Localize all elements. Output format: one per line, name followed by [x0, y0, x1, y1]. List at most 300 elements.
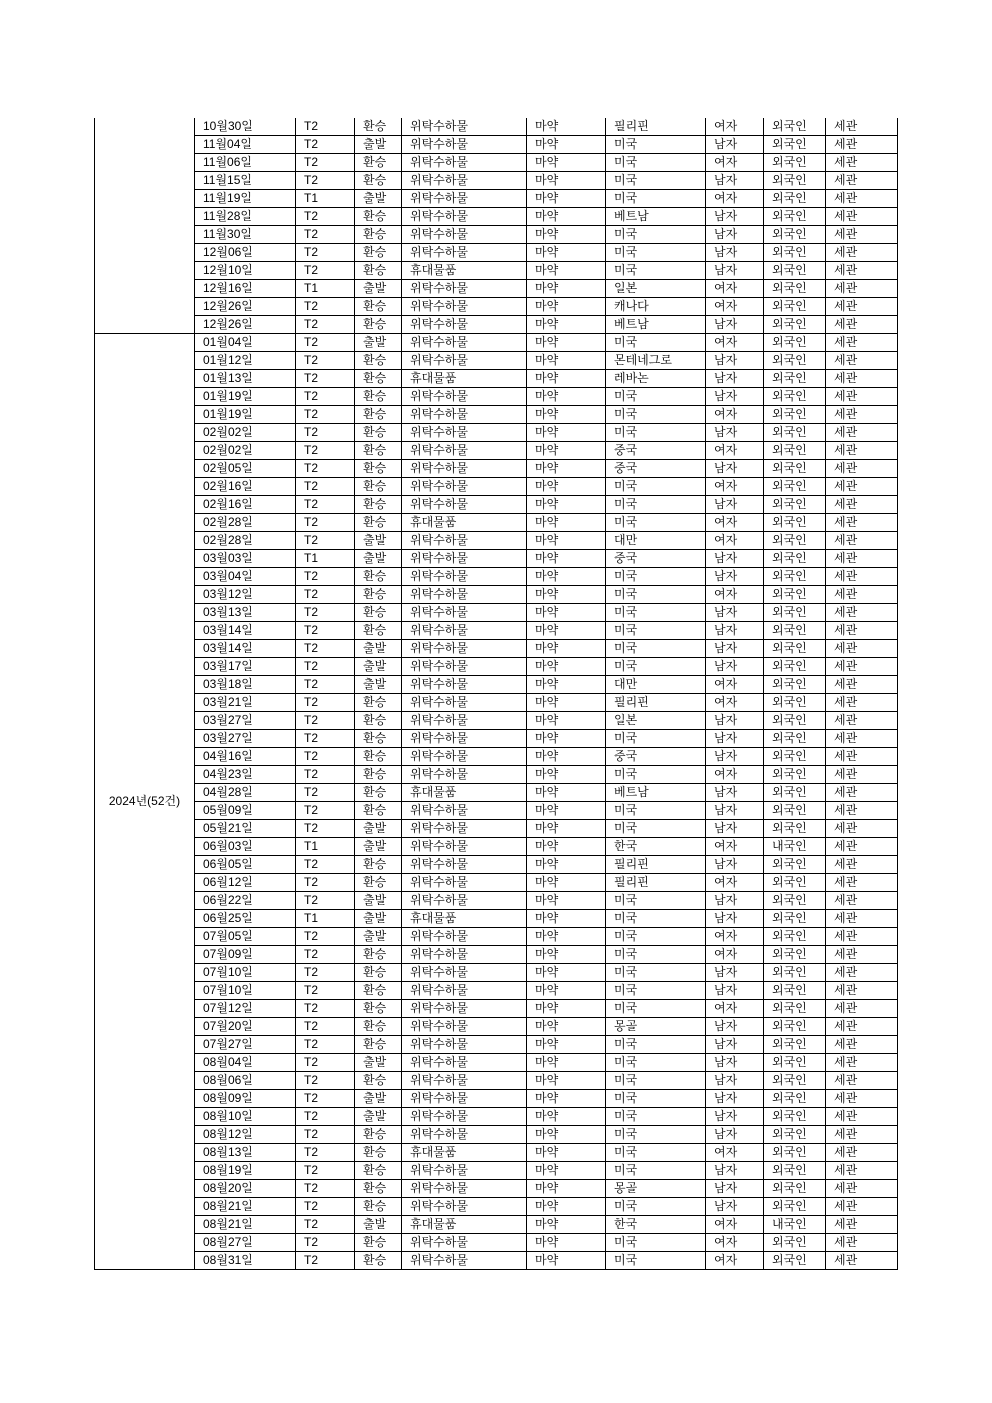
gender-cell: 여자: [706, 874, 764, 892]
item-type-cell: 위탁수하물: [402, 460, 527, 478]
seizure-type-cell: 마약: [527, 532, 606, 550]
item-type-cell: 위탁수하물: [402, 712, 527, 730]
date-cell: 11월15일: [195, 172, 296, 190]
date-cell: 08월21일: [195, 1216, 296, 1234]
nationality-cell: 중국: [606, 460, 706, 478]
nationality-cell: 미국: [606, 586, 706, 604]
date-cell: 02월28일: [195, 514, 296, 532]
agency-cell: 세관: [826, 856, 898, 874]
agency-cell: 세관: [826, 226, 898, 244]
table-row: [95, 1216, 898, 1234]
agency-cell: 세관: [826, 280, 898, 298]
table-row: [95, 370, 898, 388]
citizenship-cell: 외국인: [764, 514, 826, 532]
date-cell: 01월13일: [195, 370, 296, 388]
terminal-cell: T2: [296, 1234, 355, 1252]
table-row: [95, 856, 898, 874]
item-type-cell: 위탁수하물: [402, 946, 527, 964]
agency-cell: 세관: [826, 1090, 898, 1108]
gender-cell: 남자: [706, 1108, 764, 1126]
passenger-type-cell: 출발: [355, 1054, 402, 1072]
date-cell: 03월04일: [195, 568, 296, 586]
nationality-cell: 미국: [606, 1234, 706, 1252]
gender-cell: 남자: [706, 1018, 764, 1036]
citizenship-cell: 외국인: [764, 1090, 826, 1108]
passenger-type-cell: 환승: [355, 262, 402, 280]
table-row: [95, 802, 898, 820]
nationality-cell: 미국: [606, 1108, 706, 1126]
gender-cell: 남자: [706, 622, 764, 640]
citizenship-cell: 외국인: [764, 352, 826, 370]
passenger-type-cell: 환승: [355, 694, 402, 712]
terminal-cell: T2: [296, 1090, 355, 1108]
agency-cell: 세관: [826, 118, 898, 136]
nationality-cell: 베트남: [606, 784, 706, 802]
passenger-type-cell: 출발: [355, 334, 402, 352]
terminal-cell: T2: [296, 442, 355, 460]
terminal-cell: T2: [296, 820, 355, 838]
item-type-cell: 위탁수하물: [402, 172, 527, 190]
table-row: [95, 460, 898, 478]
gender-cell: 남자: [706, 1198, 764, 1216]
date-cell: 08월31일: [195, 1252, 296, 1270]
citizenship-cell: 외국인: [764, 424, 826, 442]
seizure-type-cell: 마약: [527, 334, 606, 352]
gender-cell: 남자: [706, 856, 764, 874]
table-row: [95, 154, 898, 172]
passenger-type-cell: 출발: [355, 550, 402, 568]
item-type-cell: 위탁수하물: [402, 1054, 527, 1072]
table-row: [95, 586, 898, 604]
date-cell: 07월09일: [195, 946, 296, 964]
agency-cell: 세관: [826, 964, 898, 982]
table-row: [95, 676, 898, 694]
gender-cell: 여자: [706, 478, 764, 496]
item-type-cell: 위탁수하물: [402, 856, 527, 874]
date-cell: 07월10일: [195, 964, 296, 982]
citizenship-cell: 외국인: [764, 730, 826, 748]
table-row: [95, 730, 898, 748]
item-type-cell: 휴대물품: [402, 784, 527, 802]
item-type-cell: 위탁수하물: [402, 658, 527, 676]
agency-cell: 세관: [826, 514, 898, 532]
date-cell: 03월13일: [195, 604, 296, 622]
seizure-type-cell: 마약: [527, 316, 606, 334]
agency-cell: 세관: [826, 658, 898, 676]
citizenship-cell: 외국인: [764, 496, 826, 514]
seizure-type-cell: 마약: [527, 388, 606, 406]
nationality-cell: 미국: [606, 730, 706, 748]
nationality-cell: 필리핀: [606, 874, 706, 892]
item-type-cell: 위탁수하물: [402, 604, 527, 622]
nationality-cell: 베트남: [606, 316, 706, 334]
table-row: [95, 748, 898, 766]
table-row: [95, 1162, 898, 1180]
item-type-cell: 위탁수하물: [402, 694, 527, 712]
passenger-type-cell: 출발: [355, 1216, 402, 1234]
seizure-type-cell: 마약: [527, 208, 606, 226]
terminal-cell: T2: [296, 370, 355, 388]
citizenship-cell: 외국인: [764, 226, 826, 244]
table-row: [95, 280, 898, 298]
terminal-cell: T2: [296, 1252, 355, 1270]
nationality-cell: 미국: [606, 658, 706, 676]
date-cell: 12월26일: [195, 316, 296, 334]
passenger-type-cell: 환승: [355, 316, 402, 334]
terminal-cell: T2: [296, 406, 355, 424]
agency-cell: 세관: [826, 1018, 898, 1036]
table-row: [95, 532, 898, 550]
passenger-type-cell: 환승: [355, 568, 402, 586]
citizenship-cell: 외국인: [764, 820, 826, 838]
item-type-cell: 위탁수하물: [402, 748, 527, 766]
agency-cell: 세관: [826, 370, 898, 388]
seizure-type-cell: 마약: [527, 550, 606, 568]
passenger-type-cell: 환승: [355, 1180, 402, 1198]
nationality-cell: 미국: [606, 982, 706, 1000]
seizure-type-cell: 마약: [527, 640, 606, 658]
nationality-cell: 미국: [606, 424, 706, 442]
terminal-cell: T2: [296, 802, 355, 820]
passenger-type-cell: 환승: [355, 352, 402, 370]
seizure-type-cell: 마약: [527, 694, 606, 712]
terminal-cell: T2: [296, 478, 355, 496]
nationality-cell: 미국: [606, 1162, 706, 1180]
agency-cell: 세관: [826, 154, 898, 172]
item-type-cell: 휴대물품: [402, 1144, 527, 1162]
table-row: [95, 406, 898, 424]
item-type-cell: 위탁수하물: [402, 424, 527, 442]
item-type-cell: 위탁수하물: [402, 1180, 527, 1198]
seizure-type-cell: 마약: [527, 190, 606, 208]
citizenship-cell: 외국인: [764, 478, 826, 496]
terminal-cell: T2: [296, 586, 355, 604]
passenger-type-cell: 출발: [355, 838, 402, 856]
terminal-cell: T2: [296, 766, 355, 784]
terminal-cell: T2: [296, 496, 355, 514]
citizenship-cell: 외국인: [764, 964, 826, 982]
gender-cell: 남자: [706, 424, 764, 442]
seizure-type-cell: 마약: [527, 352, 606, 370]
nationality-cell: 중국: [606, 550, 706, 568]
citizenship-cell: 외국인: [764, 874, 826, 892]
seizure-type-cell: 마약: [527, 622, 606, 640]
terminal-cell: T2: [296, 568, 355, 586]
item-type-cell: 위탁수하물: [402, 442, 527, 460]
nationality-cell: 미국: [606, 1090, 706, 1108]
table-row: [95, 478, 898, 496]
date-cell: 08월19일: [195, 1162, 296, 1180]
item-type-cell: 위탁수하물: [402, 730, 527, 748]
agency-cell: 세관: [826, 1198, 898, 1216]
date-cell: 03월03일: [195, 550, 296, 568]
nationality-cell: 미국: [606, 910, 706, 928]
table-row: [95, 334, 898, 352]
terminal-cell: T2: [296, 262, 355, 280]
table-row: [95, 820, 898, 838]
citizenship-cell: 외국인: [764, 1036, 826, 1054]
seizure-type-cell: 마약: [527, 478, 606, 496]
terminal-cell: T2: [296, 784, 355, 802]
nationality-cell: 미국: [606, 604, 706, 622]
terminal-cell: T2: [296, 1108, 355, 1126]
nationality-cell: 미국: [606, 154, 706, 172]
nationality-cell: 레바논: [606, 370, 706, 388]
seizure-type-cell: 마약: [527, 784, 606, 802]
item-type-cell: 위탁수하물: [402, 964, 527, 982]
agency-cell: 세관: [826, 424, 898, 442]
passenger-type-cell: 환승: [355, 154, 402, 172]
gender-cell: 여자: [706, 280, 764, 298]
passenger-type-cell: 환승: [355, 388, 402, 406]
gender-cell: 여자: [706, 1144, 764, 1162]
agency-cell: 세관: [826, 820, 898, 838]
passenger-type-cell: 환승: [355, 298, 402, 316]
agency-cell: 세관: [826, 1108, 898, 1126]
table-row: [95, 190, 898, 208]
date-cell: 08월20일: [195, 1180, 296, 1198]
citizenship-cell: 외국인: [764, 856, 826, 874]
terminal-cell: T2: [296, 1198, 355, 1216]
gender-cell: 여자: [706, 442, 764, 460]
citizenship-cell: 외국인: [764, 694, 826, 712]
item-type-cell: 위탁수하물: [402, 1090, 527, 1108]
nationality-cell: 미국: [606, 244, 706, 262]
nationality-cell: 미국: [606, 622, 706, 640]
date-cell: 02월02일: [195, 442, 296, 460]
table-row: [95, 1018, 898, 1036]
agency-cell: 세관: [826, 730, 898, 748]
agency-cell: 세관: [826, 460, 898, 478]
date-cell: 01월19일: [195, 406, 296, 424]
table-row: [95, 1072, 898, 1090]
date-cell: 05월21일: [195, 820, 296, 838]
passenger-type-cell: 환승: [355, 730, 402, 748]
passenger-type-cell: 환승: [355, 766, 402, 784]
seizure-type-cell: 마약: [527, 1000, 606, 1018]
date-cell: 03월14일: [195, 640, 296, 658]
passenger-type-cell: 환승: [355, 172, 402, 190]
gender-cell: 남자: [706, 136, 764, 154]
date-cell: 01월04일: [195, 334, 296, 352]
citizenship-cell: 외국인: [764, 1180, 826, 1198]
nationality-cell: 몬테네그로: [606, 352, 706, 370]
passenger-type-cell: 환승: [355, 964, 402, 982]
table-row: [95, 1198, 898, 1216]
nationality-cell: 미국: [606, 406, 706, 424]
gender-cell: 남자: [706, 1054, 764, 1072]
gender-cell: 여자: [706, 154, 764, 172]
table-row: [95, 1090, 898, 1108]
date-cell: 08월06일: [195, 1072, 296, 1090]
gender-cell: 여자: [706, 406, 764, 424]
date-cell: 04월16일: [195, 748, 296, 766]
terminal-cell: T2: [296, 856, 355, 874]
seizure-type-cell: 마약: [527, 226, 606, 244]
passenger-type-cell: 환승: [355, 1198, 402, 1216]
item-type-cell: 위탁수하물: [402, 1036, 527, 1054]
terminal-cell: T2: [296, 154, 355, 172]
seizure-type-cell: 마약: [527, 982, 606, 1000]
terminal-cell: T2: [296, 1216, 355, 1234]
passenger-type-cell: 환승: [355, 442, 402, 460]
nationality-cell: 미국: [606, 496, 706, 514]
item-type-cell: 위탁수하물: [402, 568, 527, 586]
agency-cell: 세관: [826, 1252, 898, 1270]
table-row: [95, 424, 898, 442]
item-type-cell: 휴대물품: [402, 910, 527, 928]
agency-cell: 세관: [826, 406, 898, 424]
item-type-cell: 위탁수하물: [402, 190, 527, 208]
seizure-type-cell: 마약: [527, 1144, 606, 1162]
passenger-type-cell: 환승: [355, 460, 402, 478]
table-row: [95, 550, 898, 568]
terminal-cell: T2: [296, 964, 355, 982]
date-cell: 10월30일: [195, 118, 296, 136]
agency-cell: 세관: [826, 838, 898, 856]
seizure-type-cell: 마약: [527, 820, 606, 838]
terminal-cell: T2: [296, 532, 355, 550]
date-cell: 08월10일: [195, 1108, 296, 1126]
terminal-cell: T1: [296, 910, 355, 928]
seizure-type-cell: 마약: [527, 838, 606, 856]
agency-cell: 세관: [826, 1054, 898, 1072]
passenger-type-cell: 환승: [355, 982, 402, 1000]
passenger-type-cell: 출발: [355, 136, 402, 154]
gender-cell: 남자: [706, 316, 764, 334]
gender-cell: 남자: [706, 892, 764, 910]
year-group-cell: [95, 118, 195, 334]
citizenship-cell: 외국인: [764, 532, 826, 550]
nationality-cell: 몽골: [606, 1018, 706, 1036]
terminal-cell: T2: [296, 982, 355, 1000]
seizure-type-cell: 마약: [527, 676, 606, 694]
seizure-type-cell: 마약: [527, 946, 606, 964]
nationality-cell: 미국: [606, 964, 706, 982]
citizenship-cell: 외국인: [764, 928, 826, 946]
nationality-cell: 미국: [606, 1252, 706, 1270]
agency-cell: 세관: [826, 352, 898, 370]
agency-cell: 세관: [826, 892, 898, 910]
agency-cell: 세관: [826, 676, 898, 694]
table-row: [95, 910, 898, 928]
passenger-type-cell: 환승: [355, 1252, 402, 1270]
item-type-cell: 휴대물품: [402, 514, 527, 532]
gender-cell: 남자: [706, 568, 764, 586]
gender-cell: 여자: [706, 838, 764, 856]
table-row: [95, 496, 898, 514]
citizenship-cell: 외국인: [764, 910, 826, 928]
seizure-type-cell: 마약: [527, 568, 606, 586]
citizenship-cell: 외국인: [764, 460, 826, 478]
item-type-cell: 위탁수하물: [402, 640, 527, 658]
table-row: [95, 622, 898, 640]
seizure-type-cell: 마약: [527, 154, 606, 172]
seizure-type-cell: 마약: [527, 1216, 606, 1234]
citizenship-cell: 외국인: [764, 1162, 826, 1180]
citizenship-cell: 내국인: [764, 1216, 826, 1234]
passenger-type-cell: 출발: [355, 532, 402, 550]
citizenship-cell: 외국인: [764, 676, 826, 694]
table-row: [95, 298, 898, 316]
year-group-cell: 2024년(52건): [95, 334, 195, 1270]
nationality-cell: 캐나다: [606, 298, 706, 316]
seizure-type-cell: 마약: [527, 874, 606, 892]
table-row: [95, 226, 898, 244]
date-cell: 11월30일: [195, 226, 296, 244]
citizenship-cell: 외국인: [764, 388, 826, 406]
item-type-cell: 위탁수하물: [402, 118, 527, 136]
seizure-type-cell: 마약: [527, 496, 606, 514]
passenger-type-cell: 환승: [355, 874, 402, 892]
date-cell: 11월28일: [195, 208, 296, 226]
terminal-cell: T2: [296, 658, 355, 676]
citizenship-cell: 외국인: [764, 658, 826, 676]
table-row: [95, 712, 898, 730]
seizure-type-cell: 마약: [527, 406, 606, 424]
gender-cell: 남자: [706, 208, 764, 226]
citizenship-cell: 외국인: [764, 766, 826, 784]
seizure-type-cell: 마약: [527, 298, 606, 316]
passenger-type-cell: 출발: [355, 1108, 402, 1126]
seizure-type-cell: 마약: [527, 1180, 606, 1198]
seizure-type-cell: 마약: [527, 586, 606, 604]
table-row: [95, 1036, 898, 1054]
citizenship-cell: 외국인: [764, 334, 826, 352]
terminal-cell: T2: [296, 1054, 355, 1072]
date-cell: 02월05일: [195, 460, 296, 478]
item-type-cell: 위탁수하물: [402, 1198, 527, 1216]
agency-cell: 세관: [826, 946, 898, 964]
passenger-type-cell: 환승: [355, 748, 402, 766]
citizenship-cell: 외국인: [764, 1108, 826, 1126]
seizure-type-cell: 마약: [527, 244, 606, 262]
gender-cell: 남자: [706, 460, 764, 478]
seizure-type-cell: 마약: [527, 1234, 606, 1252]
date-cell: 03월17일: [195, 658, 296, 676]
passenger-type-cell: 환승: [355, 1144, 402, 1162]
date-cell: 06월12일: [195, 874, 296, 892]
date-cell: 12월16일: [195, 280, 296, 298]
date-cell: 08월21일: [195, 1198, 296, 1216]
passenger-type-cell: 환승: [355, 1234, 402, 1252]
nationality-cell: 일본: [606, 280, 706, 298]
citizenship-cell: 외국인: [764, 316, 826, 334]
nationality-cell: 필리핀: [606, 856, 706, 874]
seizure-type-cell: 마약: [527, 1252, 606, 1270]
table-row: [95, 1252, 898, 1270]
table-row: [95, 316, 898, 334]
seizure-type-cell: 마약: [527, 460, 606, 478]
terminal-cell: T1: [296, 280, 355, 298]
citizenship-cell: 외국인: [764, 712, 826, 730]
seizure-type-cell: 마약: [527, 1072, 606, 1090]
nationality-cell: 대만: [606, 532, 706, 550]
item-type-cell: 위탁수하물: [402, 982, 527, 1000]
table-row: [95, 1126, 898, 1144]
terminal-cell: T2: [296, 1126, 355, 1144]
agency-cell: 세관: [826, 586, 898, 604]
terminal-cell: T2: [296, 748, 355, 766]
item-type-cell: 위탁수하물: [402, 1108, 527, 1126]
item-type-cell: 위탁수하물: [402, 316, 527, 334]
terminal-cell: T1: [296, 838, 355, 856]
gender-cell: 남자: [706, 550, 764, 568]
terminal-cell: T2: [296, 712, 355, 730]
gender-cell: 남자: [706, 244, 764, 262]
terminal-cell: T2: [296, 172, 355, 190]
item-type-cell: 위탁수하물: [402, 1234, 527, 1252]
